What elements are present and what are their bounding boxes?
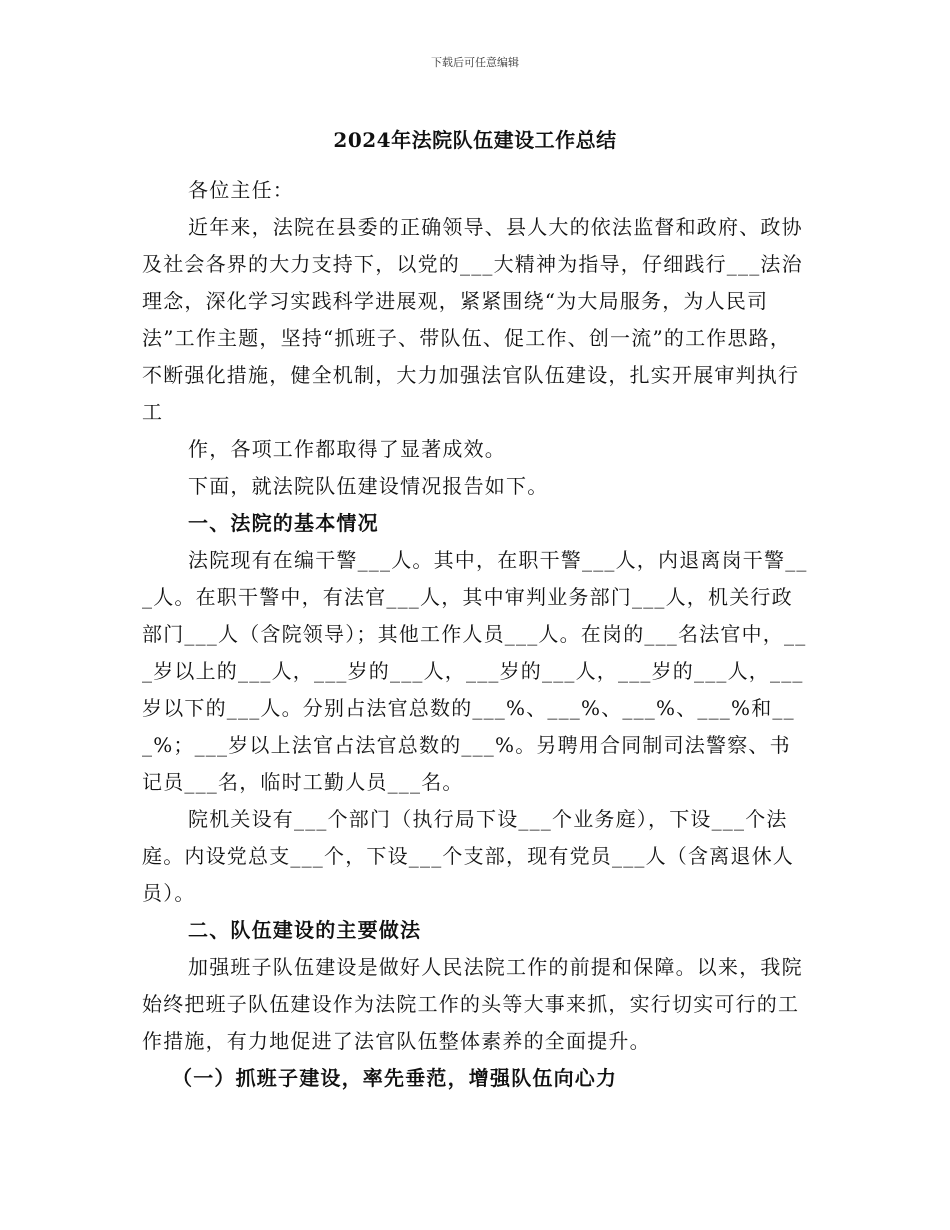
header-note: 下载后可任意编辑 [431, 56, 519, 69]
section-heading-2: 二、队伍建设的主要做法 [188, 918, 422, 942]
salutation: 各位主任： [188, 178, 294, 202]
document-body [142, 172, 810, 1097]
paragraph-staffing: 法院现有在编干警___人。其中，在职干警___人，内退离岗干警___人。在职干警中，有法官___人，其中审判业务部门___人，机关行政部门___人（含院领导）；其他工作人员___人。在岗的___名法官中，___岁以上的___人，___岁的___人，___岁的___人，___岁的___人，___岁以下的___人。分别占法官总数的___%、___%、___%、___%和___%；___岁以上法官占法官总数的___%。另聘用合同制司法警察、书记员___名，临时工勤人员___名。 [142, 548, 808, 794]
paragraph-departments: 院机关设有___个部门（执行局下设___个业务庭），下设___个法庭。内设党总支___个，下设___个支部，现有党员___人（含离退休人员）。 [142, 807, 794, 905]
section-heading-1: 一、法院的基本情况 [188, 511, 379, 535]
paragraph-intro: 近年来，法院在县委的正确领导、县人大的依法监督和政府、政协及社会各界的大力支持下，以党的___大精神为指导，仔细践行___法治理念，深化学习实践科学进展观，紧紧围绕“为大局服务，为人民司法”工作主题，坚持“抓班子、带队伍、促工作、创一流”的工作思路，不断强化措施，健全机制，大力加强法官队伍建设，扎实开展审判执行工 [142, 215, 803, 424]
paragraph-report: 下面，就法院队伍建设情况报告如下。 [188, 474, 549, 498]
paragraph-intro-cont: 作，各项工作都取得了显著成效。 [188, 437, 506, 461]
subsection-heading-1: （一）抓班子建设，率先垂范，增强队伍向心力 [172, 1066, 618, 1090]
paragraph-team-building: 加强班子队伍建设是做好人民法院工作的前提和保障。以来，我院始终把班子队伍建设作为法院工作的头等大事来抓，实行切实可行的工作措施，有力地促进了法官队伍整体素养的全面提升。 [142, 955, 803, 1053]
document-title: 2024年法院队伍建设工作总结 [333, 128, 617, 152]
